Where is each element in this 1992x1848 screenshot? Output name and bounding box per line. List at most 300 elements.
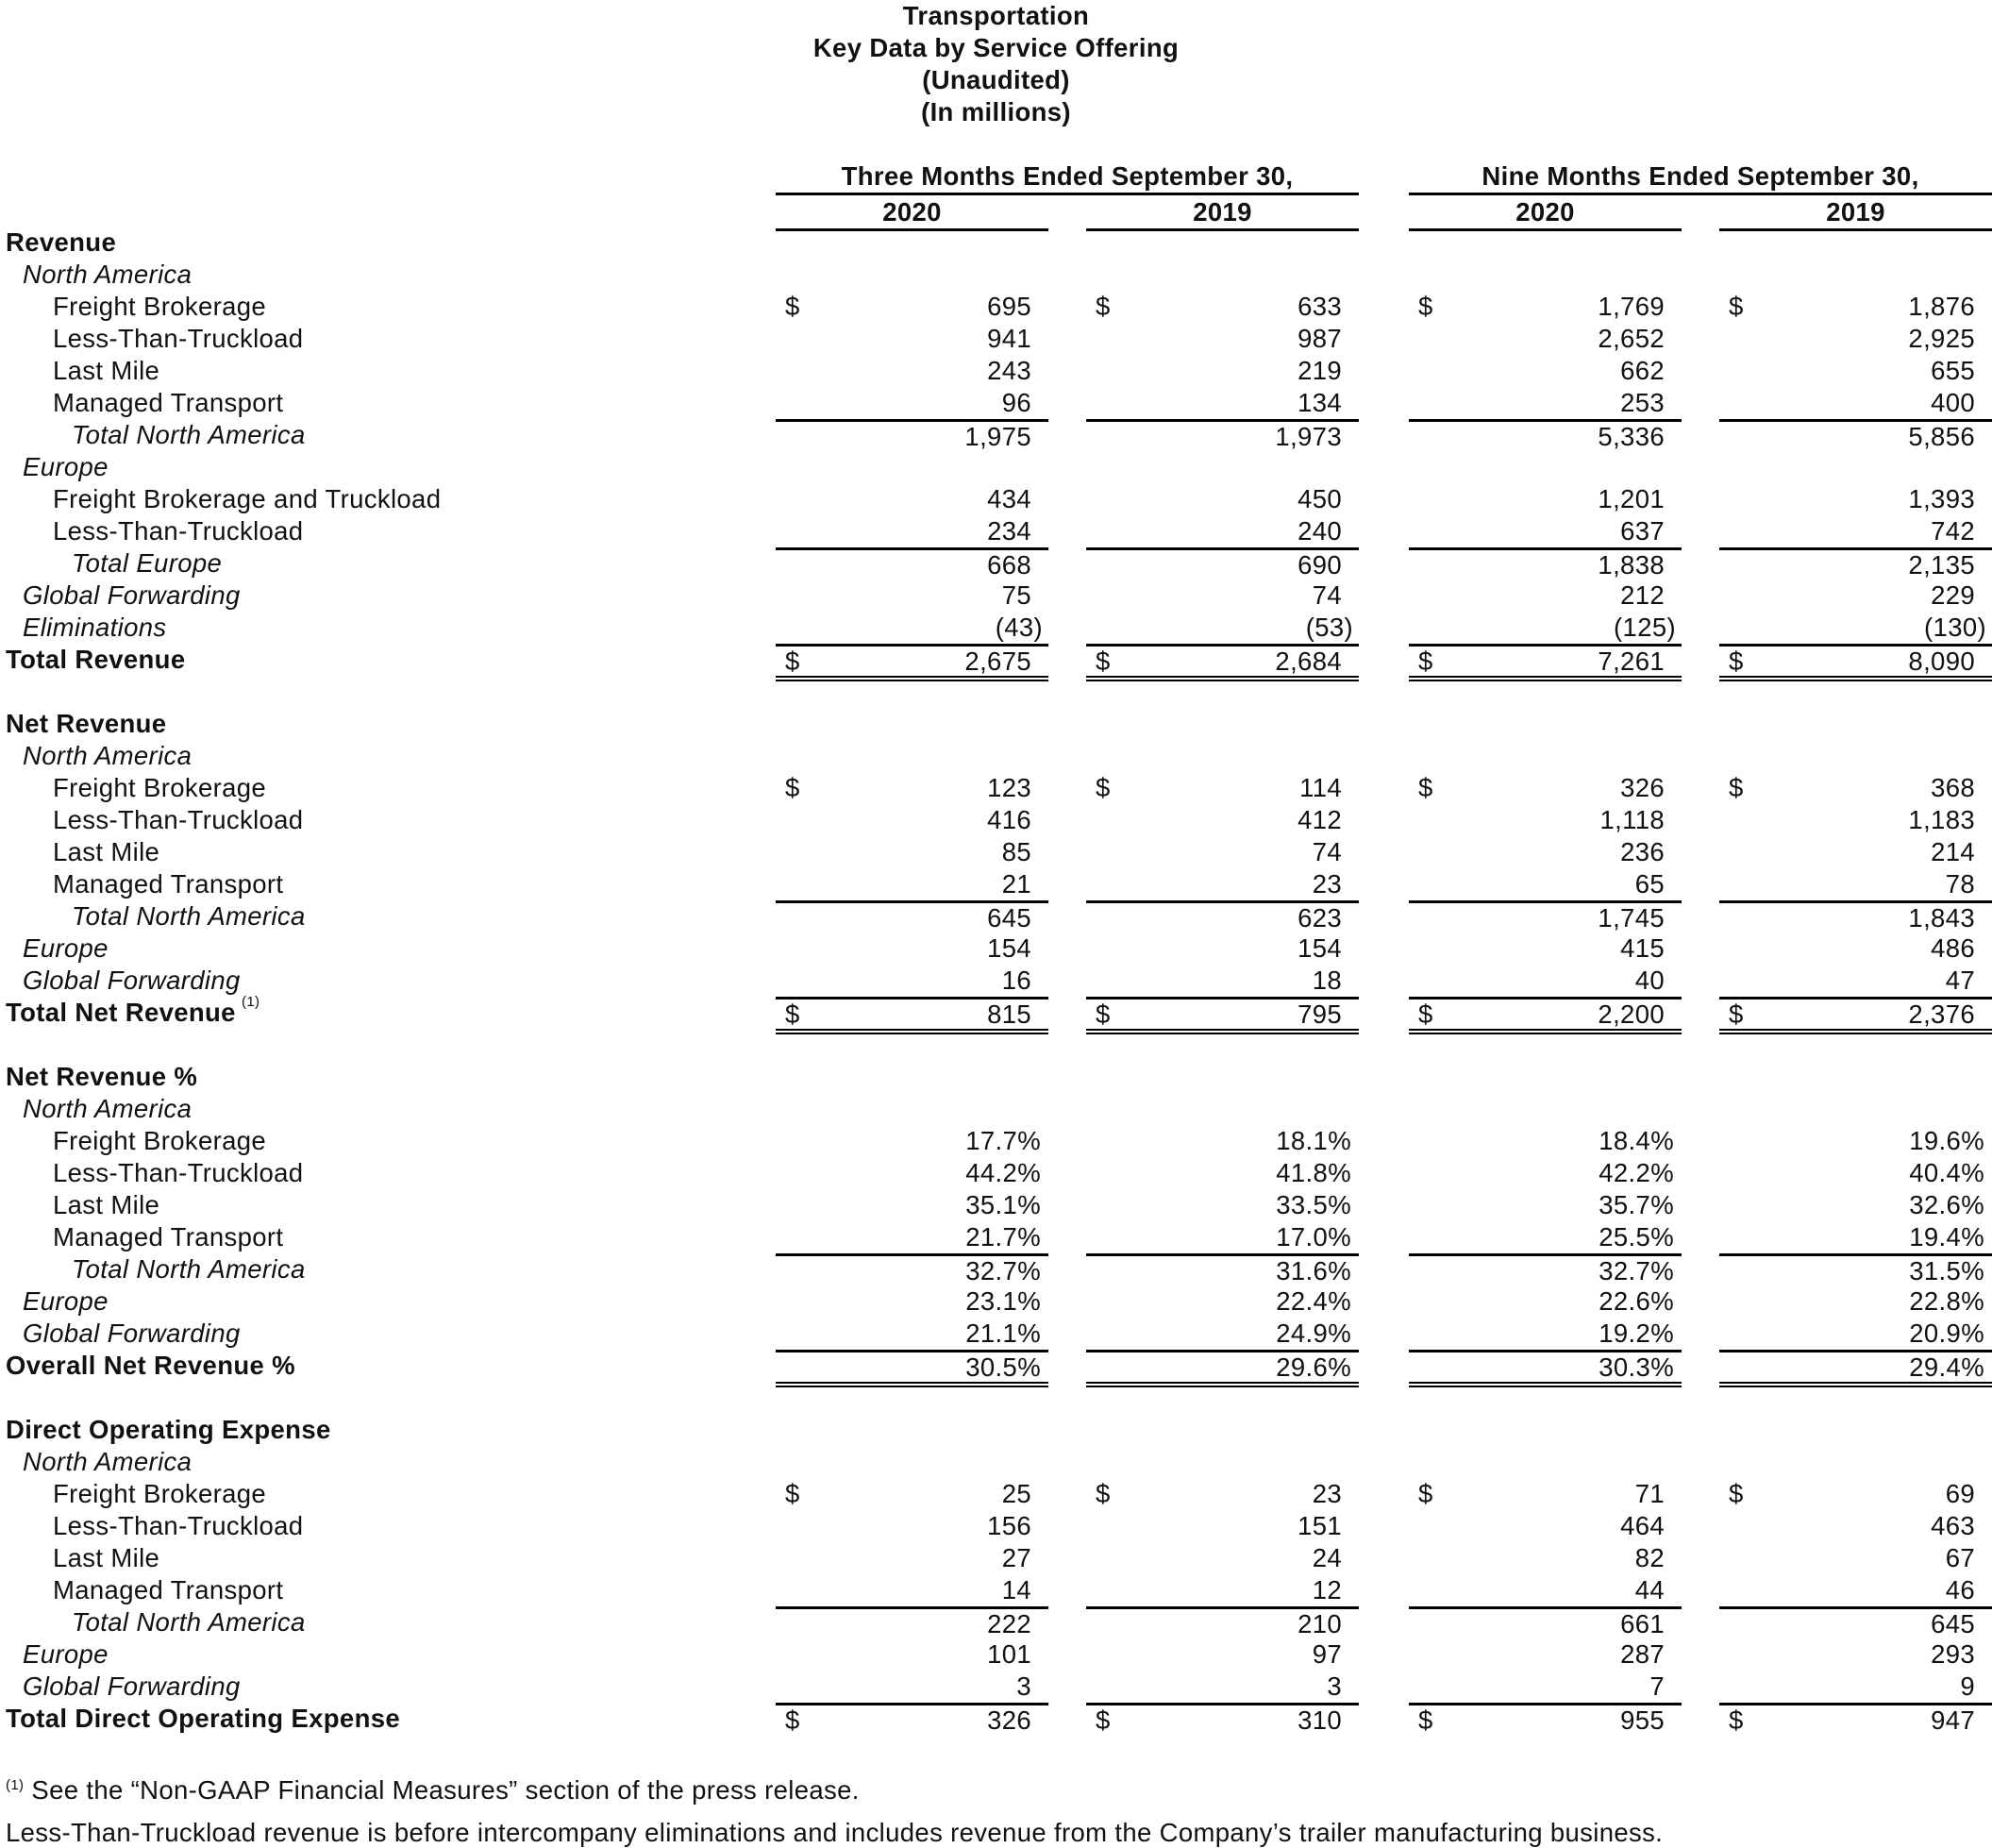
cell-value: 368 bbox=[1931, 773, 1975, 802]
cell-value: 815 bbox=[987, 1000, 1031, 1029]
cell-value: 3 bbox=[1016, 1672, 1031, 1701]
currency-symbol: $ bbox=[1729, 1705, 1744, 1735]
table-row bbox=[0, 451, 1992, 483]
table-row bbox=[0, 1414, 1992, 1446]
cell-value: 41.8% bbox=[1276, 1158, 1351, 1187]
period-header-three-months: Three Months Ended September 30, bbox=[776, 160, 1359, 195]
table-row bbox=[0, 1125, 1992, 1157]
cell-value: 661 bbox=[1620, 1609, 1665, 1638]
cell-value: 19.2% bbox=[1599, 1319, 1674, 1348]
year-header: 2019 bbox=[1719, 196, 1992, 231]
cell-value: 1,118 bbox=[1599, 805, 1665, 834]
cell-value: 486 bbox=[1931, 933, 1975, 963]
value-cell bbox=[1409, 868, 1682, 900]
cell-value: 2,135 bbox=[1908, 550, 1975, 580]
cell-value: 1,183 bbox=[1908, 805, 1975, 834]
cell-value: 22.8% bbox=[1909, 1286, 1984, 1316]
value-cell bbox=[1086, 1510, 1359, 1542]
cell-value: 293 bbox=[1931, 1639, 1975, 1669]
value-cell bbox=[776, 1542, 1048, 1574]
value-cell bbox=[1409, 1510, 1682, 1542]
row-label: Less-Than-Truckload bbox=[53, 1511, 304, 1540]
value-cell bbox=[1086, 868, 1359, 900]
value-cell bbox=[1719, 291, 1992, 323]
row-label: Total North America bbox=[72, 1607, 306, 1637]
cell-value: 20.9% bbox=[1909, 1319, 1984, 1348]
value-cell bbox=[1409, 612, 1682, 644]
value-cell bbox=[1409, 772, 1682, 804]
section-spacer bbox=[0, 676, 1992, 708]
value-cell bbox=[1409, 547, 1682, 580]
value-cell bbox=[1086, 387, 1359, 419]
cell-value: 2,200 bbox=[1598, 1000, 1665, 1029]
cell-value: 1,876 bbox=[1908, 292, 1975, 321]
cell-value: 35.7% bbox=[1599, 1190, 1674, 1219]
row-label: Europe bbox=[23, 1639, 109, 1669]
cell-value: 47 bbox=[1945, 966, 1975, 995]
value-cell bbox=[1086, 836, 1359, 868]
cell-value: 9 bbox=[1960, 1672, 1975, 1701]
table-row bbox=[0, 932, 1992, 965]
value-cell bbox=[1719, 1157, 1992, 1189]
cell-value: 114 bbox=[1299, 773, 1342, 802]
row-label: Global Forwarding bbox=[23, 966, 241, 995]
cell-value: 1,769 bbox=[1598, 292, 1665, 321]
value-cell bbox=[1719, 515, 1992, 547]
row-label: Less-Than-Truckload bbox=[53, 805, 304, 834]
value-cell bbox=[776, 355, 1048, 387]
value-cell bbox=[1409, 1574, 1682, 1606]
section-spacer bbox=[0, 1029, 1992, 1061]
row-label: Direct Operating Expense bbox=[6, 1415, 331, 1444]
value-cell bbox=[776, 836, 1048, 868]
cell-value: 5,336 bbox=[1598, 422, 1665, 451]
value-cell bbox=[1719, 868, 1992, 900]
cell-value: 18.4% bbox=[1599, 1126, 1674, 1155]
row-label: Freight Brokerage bbox=[53, 292, 267, 321]
table-row bbox=[0, 1671, 1992, 1703]
currency-symbol: $ bbox=[1096, 292, 1111, 321]
cell-value: 134 bbox=[1297, 388, 1342, 417]
row-label: Freight Brokerage bbox=[53, 1126, 267, 1155]
cell-value: 412 bbox=[1297, 805, 1342, 834]
cell-value: 32.7% bbox=[965, 1256, 1041, 1285]
table-row bbox=[0, 1478, 1992, 1510]
cell-value: 623 bbox=[1297, 903, 1342, 932]
value-cell bbox=[776, 1189, 1048, 1221]
cell-value: 795 bbox=[1297, 1000, 1342, 1029]
value-cell bbox=[1409, 900, 1682, 932]
cell-value: 31.5% bbox=[1909, 1256, 1984, 1285]
cell-value: 7 bbox=[1649, 1672, 1665, 1701]
cell-value: 2,684 bbox=[1275, 647, 1342, 676]
cell-value: 236 bbox=[1620, 837, 1665, 866]
cell-value: (53) bbox=[1305, 613, 1353, 642]
cell-value: 40 bbox=[1634, 966, 1665, 995]
title-line: (In millions) bbox=[921, 97, 1071, 126]
year-header: 2020 bbox=[1409, 196, 1682, 231]
cell-value: 123 bbox=[987, 773, 1031, 802]
value-cell bbox=[1719, 1125, 1992, 1157]
value-cell bbox=[1719, 1542, 1992, 1574]
value-cell bbox=[776, 1318, 1048, 1350]
cell-value: 23.1% bbox=[965, 1286, 1041, 1316]
value-cell bbox=[776, 965, 1048, 997]
value-cell bbox=[776, 900, 1048, 932]
value-cell bbox=[776, 1478, 1048, 1510]
cell-value: 24.9% bbox=[1276, 1319, 1351, 1348]
value-cell bbox=[1409, 580, 1682, 612]
currency-symbol: $ bbox=[1729, 1479, 1744, 1508]
footnote-ltl: Less-Than-Truckload revenue is before intercompany eliminations and includes revenue from the Company’s trailer manufacturing business. bbox=[6, 1818, 1664, 1847]
value-cell bbox=[1719, 804, 1992, 836]
cell-value: 1,973 bbox=[1275, 422, 1342, 451]
year-header: 2020 bbox=[776, 196, 1048, 231]
cell-value: 96 bbox=[1001, 388, 1031, 417]
cell-value: 1,201 bbox=[1598, 484, 1665, 513]
row-label: Net Revenue bbox=[6, 709, 167, 738]
title-line: Transportation bbox=[902, 1, 1090, 30]
row-label: Overall Net Revenue % bbox=[6, 1351, 295, 1380]
value-cell bbox=[1086, 1318, 1359, 1350]
row-label: Freight Brokerage bbox=[53, 773, 267, 802]
value-cell bbox=[1086, 965, 1359, 997]
value-cell bbox=[1086, 515, 1359, 547]
value-cell bbox=[1719, 965, 1992, 997]
table-row bbox=[0, 227, 1992, 259]
value-cell bbox=[1719, 900, 1992, 932]
cell-value: 955 bbox=[1620, 1705, 1665, 1735]
year-header: 2019 bbox=[1086, 196, 1359, 231]
cell-value: 287 bbox=[1620, 1639, 1665, 1669]
table-row bbox=[0, 740, 1992, 772]
cell-value: 23 bbox=[1312, 1479, 1342, 1508]
table-row bbox=[0, 1542, 1992, 1574]
value-cell bbox=[1086, 1606, 1359, 1638]
value-cell bbox=[776, 772, 1048, 804]
cell-value: 154 bbox=[987, 933, 1031, 963]
row-label: Global Forwarding bbox=[23, 1672, 241, 1701]
value-cell bbox=[1409, 932, 1682, 965]
cell-value: 14 bbox=[1001, 1575, 1031, 1604]
table-row bbox=[0, 355, 1992, 387]
value-cell bbox=[776, 580, 1048, 612]
value-cell bbox=[1409, 1221, 1682, 1253]
cell-value: 214 bbox=[1931, 837, 1975, 866]
title-line: Key Data by Service Offering bbox=[812, 33, 1180, 62]
table-row bbox=[0, 1157, 1992, 1189]
value-cell bbox=[1719, 1478, 1992, 1510]
cell-value: 21.1% bbox=[965, 1319, 1041, 1348]
cell-value: 450 bbox=[1297, 484, 1342, 513]
value-cell bbox=[1086, 1703, 1359, 1735]
cell-value: 637 bbox=[1620, 516, 1665, 546]
currency-symbol: $ bbox=[1418, 773, 1433, 802]
cell-value: 742 bbox=[1931, 516, 1975, 546]
value-cell bbox=[1719, 1318, 1992, 1350]
table-row bbox=[0, 1574, 1992, 1606]
value-cell bbox=[776, 515, 1048, 547]
value-cell bbox=[1719, 1574, 1992, 1606]
value-cell bbox=[1409, 1671, 1682, 1703]
report-title bbox=[0, 0, 1992, 128]
cell-value: 2,376 bbox=[1908, 1000, 1975, 1029]
table-row bbox=[0, 1253, 1992, 1285]
cell-value: 74 bbox=[1312, 837, 1342, 866]
value-cell bbox=[776, 1606, 1048, 1638]
cell-value: 44 bbox=[1634, 1575, 1665, 1604]
currency-symbol: $ bbox=[1418, 292, 1433, 321]
cell-value: 662 bbox=[1620, 356, 1665, 385]
table-row bbox=[0, 291, 1992, 323]
row-label: Global Forwarding bbox=[23, 580, 241, 610]
row-label: Total North America bbox=[72, 1254, 306, 1284]
footnote-text: See the “Non-GAAP Financial Measures” section of the press release. bbox=[24, 1775, 860, 1805]
currency-symbol: $ bbox=[1729, 773, 1744, 802]
value-cell bbox=[776, 1703, 1048, 1735]
table-row bbox=[0, 1446, 1992, 1478]
cell-value: 65 bbox=[1634, 869, 1665, 899]
cell-value: 19.6% bbox=[1909, 1126, 1984, 1155]
cell-value: 29.6% bbox=[1276, 1352, 1351, 1382]
cell-value: 154 bbox=[1297, 933, 1342, 963]
currency-symbol: $ bbox=[1096, 773, 1111, 802]
cell-value: 21 bbox=[1001, 869, 1031, 899]
cell-value: 253 bbox=[1620, 388, 1665, 417]
cell-value: 415 bbox=[1620, 933, 1665, 963]
cell-value: 33.5% bbox=[1276, 1190, 1351, 1219]
value-cell bbox=[776, 1510, 1048, 1542]
currency-symbol: $ bbox=[1096, 647, 1111, 676]
table-row bbox=[0, 772, 1992, 804]
cell-value: 12 bbox=[1312, 1575, 1342, 1604]
cell-value: 1,745 bbox=[1598, 903, 1665, 932]
cell-value: 46 bbox=[1945, 1575, 1975, 1604]
cell-value: 7,261 bbox=[1598, 647, 1665, 676]
cell-value: 310 bbox=[1297, 1705, 1342, 1735]
value-cell bbox=[776, 1285, 1048, 1318]
table-row bbox=[0, 708, 1992, 740]
table-row bbox=[0, 836, 1992, 868]
cell-value: 8,090 bbox=[1908, 647, 1975, 676]
value-cell bbox=[1086, 772, 1359, 804]
cell-value: 35.1% bbox=[965, 1190, 1041, 1219]
value-cell bbox=[1409, 1189, 1682, 1221]
table-row bbox=[0, 323, 1992, 355]
value-cell bbox=[1409, 515, 1682, 547]
value-cell bbox=[1086, 900, 1359, 932]
cell-value: 416 bbox=[987, 805, 1031, 834]
value-cell bbox=[1409, 323, 1682, 355]
footnote-non-gaap bbox=[6, 1775, 860, 1806]
cell-value: 400 bbox=[1931, 388, 1975, 417]
row-label: Total Europe bbox=[72, 548, 223, 578]
row-label: Europe bbox=[23, 452, 109, 481]
cell-value: 1,393 bbox=[1908, 484, 1975, 513]
cell-value: 18.1% bbox=[1276, 1126, 1351, 1155]
cell-value: 2,652 bbox=[1598, 324, 1665, 353]
footnote-marker: (1) bbox=[6, 1777, 25, 1793]
value-cell bbox=[1719, 1253, 1992, 1285]
value-cell bbox=[1409, 387, 1682, 419]
value-cell bbox=[1086, 1285, 1359, 1318]
cell-value: 229 bbox=[1931, 580, 1975, 610]
cell-value: 690 bbox=[1297, 550, 1342, 580]
table-row bbox=[0, 1350, 1992, 1382]
cell-value: 655 bbox=[1931, 356, 1975, 385]
cell-value: 464 bbox=[1620, 1511, 1665, 1540]
cell-value: 151 bbox=[1297, 1511, 1342, 1540]
value-cell bbox=[1409, 483, 1682, 515]
cell-value: 30.3% bbox=[1599, 1352, 1674, 1382]
value-cell bbox=[1409, 836, 1682, 868]
cell-value: 17.7% bbox=[965, 1126, 1041, 1155]
value-cell bbox=[1719, 1189, 1992, 1221]
cell-value: 74 bbox=[1312, 580, 1342, 610]
currency-symbol: $ bbox=[1096, 1000, 1111, 1029]
cell-value: 212 bbox=[1620, 580, 1665, 610]
row-label: North America bbox=[23, 741, 193, 770]
cell-value: 1,843 bbox=[1908, 903, 1975, 932]
cell-value: 326 bbox=[1620, 773, 1665, 802]
table-row bbox=[0, 1606, 1992, 1638]
cell-value: 25.5% bbox=[1599, 1222, 1674, 1252]
cell-value: 25 bbox=[1001, 1479, 1031, 1508]
row-label: Europe bbox=[23, 933, 109, 963]
cell-value: 2,675 bbox=[964, 647, 1031, 676]
row-label: Global Forwarding bbox=[23, 1319, 241, 1348]
table-row bbox=[0, 612, 1992, 644]
section-spacer bbox=[0, 1382, 1992, 1414]
table-row bbox=[0, 1638, 1992, 1671]
cell-value: 82 bbox=[1634, 1543, 1665, 1572]
cell-value: 645 bbox=[987, 903, 1031, 932]
value-cell bbox=[776, 868, 1048, 900]
cell-value: 668 bbox=[987, 550, 1031, 580]
value-cell bbox=[776, 483, 1048, 515]
value-cell bbox=[776, 419, 1048, 451]
cell-value: 40.4% bbox=[1909, 1158, 1984, 1187]
value-cell bbox=[1409, 1703, 1682, 1735]
cell-value: 210 bbox=[1297, 1609, 1342, 1638]
table-row bbox=[0, 1510, 1992, 1542]
row-label: Last Mile bbox=[53, 1543, 160, 1572]
row-label: Total Revenue bbox=[6, 645, 186, 674]
value-cell bbox=[1719, 419, 1992, 451]
value-cell bbox=[1409, 1285, 1682, 1318]
cell-value: 23 bbox=[1312, 869, 1342, 899]
value-cell bbox=[776, 1125, 1048, 1157]
row-label: Less-Than-Truckload bbox=[53, 1158, 304, 1187]
row-label: Revenue bbox=[6, 227, 117, 257]
currency-symbol: $ bbox=[1096, 1705, 1111, 1735]
cell-value: 44.2% bbox=[965, 1158, 1041, 1187]
cell-value: 3 bbox=[1327, 1672, 1342, 1701]
cell-value: 32.7% bbox=[1599, 1256, 1674, 1285]
currency-symbol: $ bbox=[785, 292, 800, 321]
table-row bbox=[0, 644, 1992, 676]
cell-value: (130) bbox=[1924, 613, 1986, 642]
cell-value: 75 bbox=[1001, 580, 1031, 610]
title-line: (Unaudited) bbox=[922, 65, 1070, 94]
value-cell bbox=[1719, 547, 1992, 580]
currency-symbol: $ bbox=[1418, 647, 1433, 676]
row-label: Managed Transport bbox=[53, 1222, 284, 1252]
value-cell bbox=[1086, 804, 1359, 836]
value-cell bbox=[1409, 1606, 1682, 1638]
cell-value: 941 bbox=[987, 324, 1031, 353]
table-row bbox=[0, 1285, 1992, 1318]
value-cell bbox=[776, 932, 1048, 965]
value-cell bbox=[1409, 1125, 1682, 1157]
value-cell bbox=[1409, 1253, 1682, 1285]
table-row bbox=[0, 965, 1992, 997]
value-cell bbox=[1086, 1157, 1359, 1189]
value-cell bbox=[1086, 612, 1359, 644]
value-cell bbox=[1086, 291, 1359, 323]
financial-table bbox=[0, 227, 1992, 1735]
value-cell bbox=[1719, 772, 1992, 804]
value-cell bbox=[1086, 932, 1359, 965]
row-label: Last Mile bbox=[53, 1190, 160, 1219]
value-cell bbox=[1086, 1221, 1359, 1253]
table-row bbox=[0, 1221, 1992, 1253]
row-label: North America bbox=[23, 260, 193, 289]
table-row bbox=[0, 419, 1992, 451]
cell-value: 69 bbox=[1945, 1479, 1975, 1508]
cell-value: 30.5% bbox=[965, 1352, 1041, 1382]
row-label: Managed Transport bbox=[53, 388, 284, 417]
cell-value: 67 bbox=[1945, 1543, 1975, 1572]
value-cell bbox=[776, 547, 1048, 580]
cell-value: 17.0% bbox=[1276, 1222, 1351, 1252]
value-cell bbox=[1719, 483, 1992, 515]
cell-value: 24 bbox=[1312, 1543, 1342, 1572]
cell-value: 2,925 bbox=[1908, 324, 1975, 353]
cell-value: (43) bbox=[995, 613, 1043, 642]
table-row bbox=[0, 1318, 1992, 1350]
value-cell bbox=[1719, 580, 1992, 612]
value-cell bbox=[1719, 387, 1992, 419]
cell-value: 22.4% bbox=[1276, 1286, 1351, 1316]
value-cell bbox=[776, 1638, 1048, 1671]
cell-value: 947 bbox=[1931, 1705, 1975, 1735]
value-cell bbox=[1409, 1542, 1682, 1574]
cell-value: 29.4% bbox=[1909, 1352, 1984, 1382]
currency-symbol: $ bbox=[1418, 1479, 1433, 1508]
value-cell bbox=[1719, 932, 1992, 965]
cell-value: 222 bbox=[987, 1609, 1031, 1638]
value-cell bbox=[1409, 965, 1682, 997]
row-label: Total North America bbox=[72, 420, 306, 449]
table-row bbox=[0, 387, 1992, 419]
value-cell bbox=[1086, 1671, 1359, 1703]
cell-value: 71 bbox=[1634, 1479, 1665, 1508]
cell-value: 695 bbox=[987, 292, 1031, 321]
currency-symbol: $ bbox=[1418, 1705, 1433, 1735]
cell-value: 633 bbox=[1297, 292, 1342, 321]
cell-value: 987 bbox=[1297, 324, 1342, 353]
value-cell bbox=[1086, 355, 1359, 387]
value-cell bbox=[1719, 1638, 1992, 1671]
value-cell bbox=[1719, 1671, 1992, 1703]
table-row bbox=[0, 1703, 1992, 1735]
value-cell bbox=[1409, 1638, 1682, 1671]
row-label: Freight Brokerage and Truckload bbox=[53, 484, 442, 513]
currency-symbol: $ bbox=[1729, 1000, 1744, 1029]
value-cell bbox=[1719, 1510, 1992, 1542]
row-label: Total Net Revenue bbox=[6, 998, 236, 1027]
